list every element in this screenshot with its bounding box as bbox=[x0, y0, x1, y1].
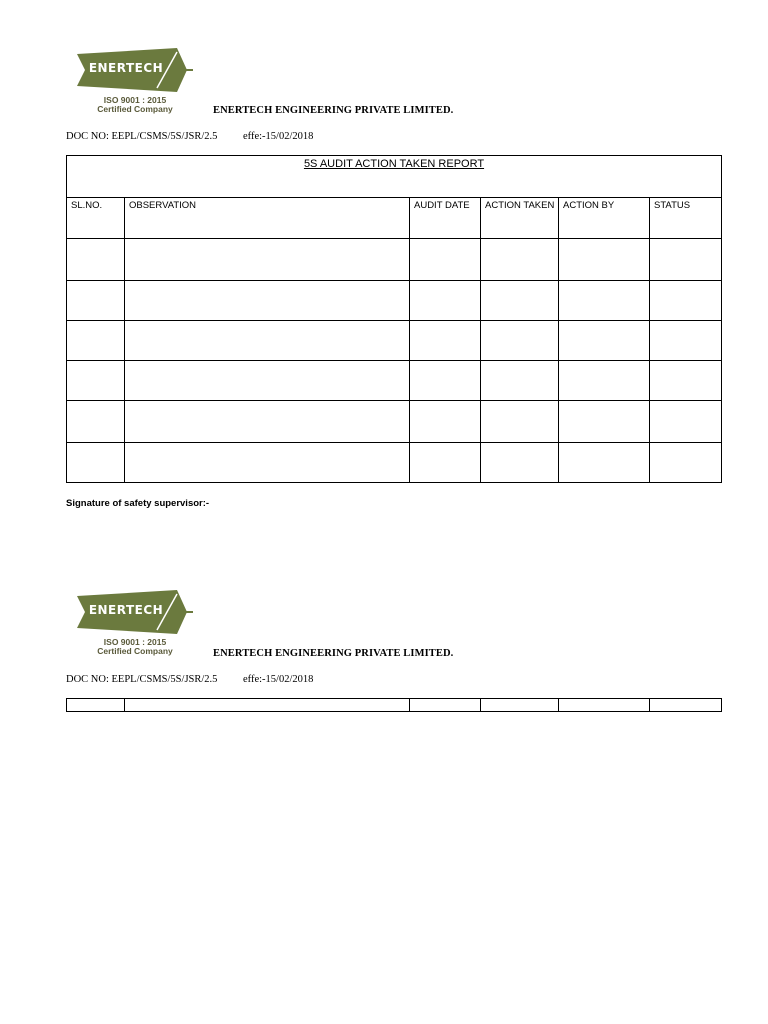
doc-number: DOC NO: EEPL/CSMS/5S/JSR/2.5 bbox=[66, 674, 218, 685]
column-header-slno: SL.NO. bbox=[67, 198, 125, 239]
table-row bbox=[67, 443, 722, 483]
cell-audit-date[interactable] bbox=[410, 281, 481, 321]
company-name: ENERTECH ENGINEERING PRIVATE LIMITED. bbox=[213, 648, 454, 659]
cell-action-taken[interactable] bbox=[481, 281, 559, 321]
table-row bbox=[67, 281, 722, 321]
cell-action-by[interactable] bbox=[559, 321, 650, 361]
signature-label: Signature of safety supervisor:- bbox=[66, 498, 210, 509]
column-header-action-by: ACTION BY bbox=[559, 198, 650, 239]
cell-slno[interactable] bbox=[67, 281, 125, 321]
cell-audit-date[interactable] bbox=[410, 443, 481, 483]
company-logo bbox=[77, 48, 193, 116]
cell-audit-date[interactable] bbox=[410, 321, 481, 361]
column-header-status: STATUS bbox=[650, 198, 722, 239]
cell-slno[interactable] bbox=[67, 361, 125, 401]
cell-action-by[interactable] bbox=[559, 361, 650, 401]
report-title: 5S AUDIT ACTION TAKEN REPORT bbox=[67, 156, 722, 198]
cell-action-by[interactable] bbox=[559, 443, 650, 483]
cell-status[interactable] bbox=[650, 361, 722, 401]
effective-date: effe:-15/02/2018 bbox=[243, 674, 314, 685]
cell-action-taken[interactable] bbox=[481, 321, 559, 361]
cell-action-by[interactable] bbox=[559, 239, 650, 281]
cell-status[interactable] bbox=[650, 281, 722, 321]
table-row bbox=[67, 699, 722, 712]
cell-status[interactable] bbox=[650, 699, 722, 712]
cell-action-taken[interactable] bbox=[481, 361, 559, 401]
column-header-observation: OBSERVATION bbox=[125, 198, 410, 239]
table-header-row bbox=[67, 198, 722, 239]
cell-observation[interactable] bbox=[125, 239, 410, 281]
cell-slno[interactable] bbox=[67, 401, 125, 443]
cell-observation[interactable] bbox=[125, 281, 410, 321]
cell-action-by[interactable] bbox=[559, 699, 650, 712]
cell-slno[interactable] bbox=[67, 321, 125, 361]
cell-slno[interactable] bbox=[67, 443, 125, 483]
table-row bbox=[67, 321, 722, 361]
cell-observation[interactable] bbox=[125, 321, 410, 361]
cell-audit-date[interactable] bbox=[410, 239, 481, 281]
effective-date: effe:-15/02/2018 bbox=[243, 131, 314, 142]
cell-slno[interactable] bbox=[67, 239, 125, 281]
cell-action-taken[interactable] bbox=[481, 443, 559, 483]
table-row bbox=[67, 239, 722, 281]
table-row bbox=[67, 401, 722, 443]
company-name: ENERTECH ENGINEERING PRIVATE LIMITED. bbox=[213, 105, 454, 116]
cell-audit-date[interactable] bbox=[410, 361, 481, 401]
cell-action-taken[interactable] bbox=[481, 699, 559, 712]
doc-number: DOC NO: EEPL/CSMS/5S/JSR/2.5 bbox=[66, 131, 218, 142]
cell-action-by[interactable] bbox=[559, 281, 650, 321]
logo-certified-text: Certified Company bbox=[97, 104, 173, 114]
cell-status[interactable] bbox=[650, 401, 722, 443]
cell-observation[interactable] bbox=[125, 361, 410, 401]
cell-observation[interactable] bbox=[125, 699, 410, 712]
audit-table bbox=[66, 155, 722, 483]
column-header-audit-date: AUDIT DATE bbox=[410, 198, 481, 239]
audit-table-continued bbox=[66, 698, 722, 712]
logo-iso-text: ISO 9001 : 2015 bbox=[103, 95, 167, 105]
cell-action-taken[interactable] bbox=[481, 239, 559, 281]
cell-status[interactable] bbox=[650, 239, 722, 281]
column-header-action-taken: ACTION TAKEN bbox=[481, 198, 559, 239]
cell-status[interactable] bbox=[650, 321, 722, 361]
cell-audit-date[interactable] bbox=[410, 699, 481, 712]
company-logo bbox=[77, 590, 193, 658]
cell-slno[interactable] bbox=[67, 699, 125, 712]
cell-observation[interactable] bbox=[125, 401, 410, 443]
cell-audit-date[interactable] bbox=[410, 401, 481, 443]
cell-action-taken[interactable] bbox=[481, 401, 559, 443]
logo-iso-text: ISO 9001 : 2015 bbox=[103, 637, 167, 647]
cell-action-by[interactable] bbox=[559, 401, 650, 443]
cell-observation[interactable] bbox=[125, 443, 410, 483]
logo-wordmark: ENERTECH bbox=[88, 61, 164, 75]
logo-certified-text: Certified Company bbox=[97, 646, 173, 656]
logo-wordmark: ENERTECH bbox=[88, 603, 164, 617]
table-row bbox=[67, 361, 722, 401]
cell-status[interactable] bbox=[650, 443, 722, 483]
